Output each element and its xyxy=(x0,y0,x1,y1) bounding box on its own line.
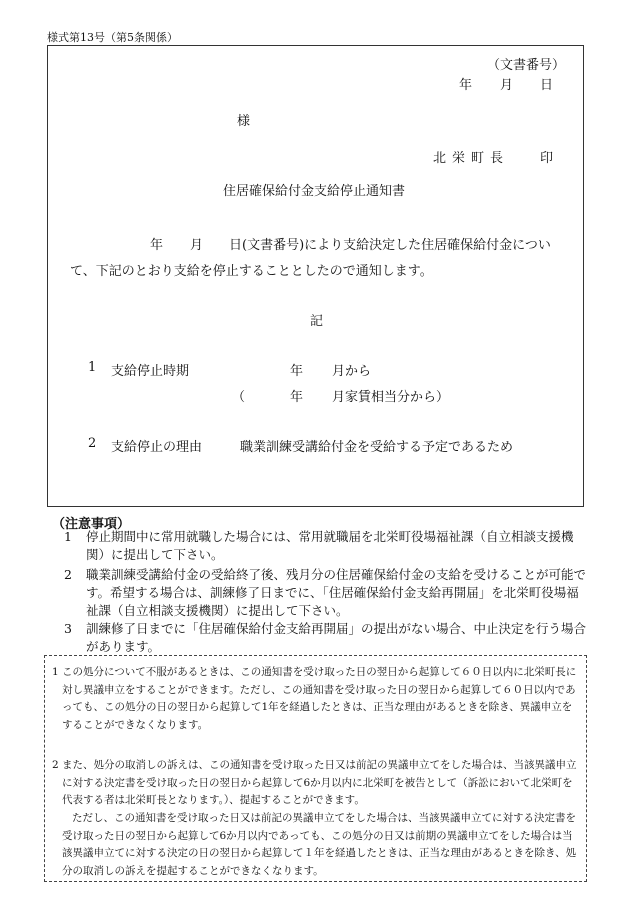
body-line1: 日(文書番号)により支給決定した住居確保給付金につい xyxy=(229,238,551,253)
appeal-text: また、処分の取消しの訴えは、この通知書を受け取った日又は前記の異議申立てをした場合は、当該異議申立に対する決定書を受け取った日の翌日から起算して6か月以内に北栄町を被告として（訴訟において北栄町を代表する者は北栄町長となります。）、提起することができます。 xyxy=(62,759,577,806)
item-label: 支給停止時期 xyxy=(111,364,190,379)
note-item xyxy=(64,528,588,564)
note-text: 停止期間中に常用就職した場合には、常用就職届を北栄町役場福祉課（自立相談支援機関）に提出して下さい。 xyxy=(86,529,574,562)
appeal-text: この処分について不服があるときは、この通知書を受け取った日の翌日から起算して６０日以内に北栄町長に対し異議申立をすることができます。ただし、この通知書を受け取った日の翌日から起算して６０日以内であっても、この処分の日の翌日から起算して1年を経過したときは、正当な理由があるときを除き、異議申立をすることができなくなります。 xyxy=(62,666,577,731)
note-item xyxy=(64,566,588,620)
appeal-proviso xyxy=(62,810,580,880)
note-number: 1 xyxy=(64,529,72,544)
note-text: 職業訓練受講給付金の受給終了後、残月分の住居確保給付金の支給を受けることが可能です。希望する場合は、訓練修了日までに、「住居確保給付金支給再開届」を北栄町役場福祉課（自立相談支援機関）に提出して下さい。 xyxy=(86,567,587,618)
date-day: 日 xyxy=(540,78,554,93)
note-text: 訓練修了日までに「住居確保給付金支給再開届」の提出がない場合、中止決定を行う場合があります。 xyxy=(86,621,587,654)
note-number: 2 xyxy=(64,567,72,582)
addressee-suffix: 様 xyxy=(237,114,251,129)
appeal-number: 2 xyxy=(52,759,59,771)
body-line2: て、下記のとおり支給を停止することとしたので通知します。 xyxy=(70,264,433,279)
date-month: 月 xyxy=(500,78,514,93)
item-paren-rest: 月家賃相当分から） xyxy=(332,390,450,405)
document-number-label: （文書番号） xyxy=(487,58,566,73)
note-number: 3 xyxy=(64,621,72,636)
item-label: 支給停止の理由 xyxy=(111,440,203,455)
item-number: 1 xyxy=(88,360,97,375)
body-year: 年 xyxy=(150,238,164,253)
issuer-title: 北栄町長 xyxy=(433,151,510,166)
date-year: 年 xyxy=(459,78,473,93)
item-number: 2 xyxy=(88,436,97,451)
document-title: 住居確保給付金支給停止通知書 xyxy=(223,184,406,199)
ki-heading: 記 xyxy=(310,314,324,329)
form-number: 様式第13号（第5条関係） xyxy=(47,31,178,44)
appeal-item xyxy=(52,664,580,734)
appeal-item xyxy=(52,757,580,810)
item-paren-open: （ xyxy=(232,390,246,405)
appeal-number: 1 xyxy=(52,666,59,678)
issuer-seal: 印 xyxy=(540,151,554,166)
item-paren-year: 年 xyxy=(290,390,304,405)
appeal-proviso-text: ただし、この通知書を受け取った日又は前記の異議申立てをした場合は、当該異議申立てに対する決定書を受け取った日の翌日から起算して6か月以内であっても、この処分の日又は前期の異議申立てをした場合は当該異議申立てに対する決定の日の翌日から起算して１年を経過したときは、正当な理由があるときを除き、処分の取消しの訴えを提起することができなくなります。 xyxy=(62,812,577,877)
notes-heading: （注意事項） xyxy=(52,517,131,532)
note-item xyxy=(64,620,588,656)
item-month-from: 月から xyxy=(332,364,372,379)
item-year: 年 xyxy=(290,364,304,379)
item-value: 職業訓練受講給付金を受給する予定であるため xyxy=(240,440,514,455)
body-month: 月 xyxy=(190,238,204,253)
